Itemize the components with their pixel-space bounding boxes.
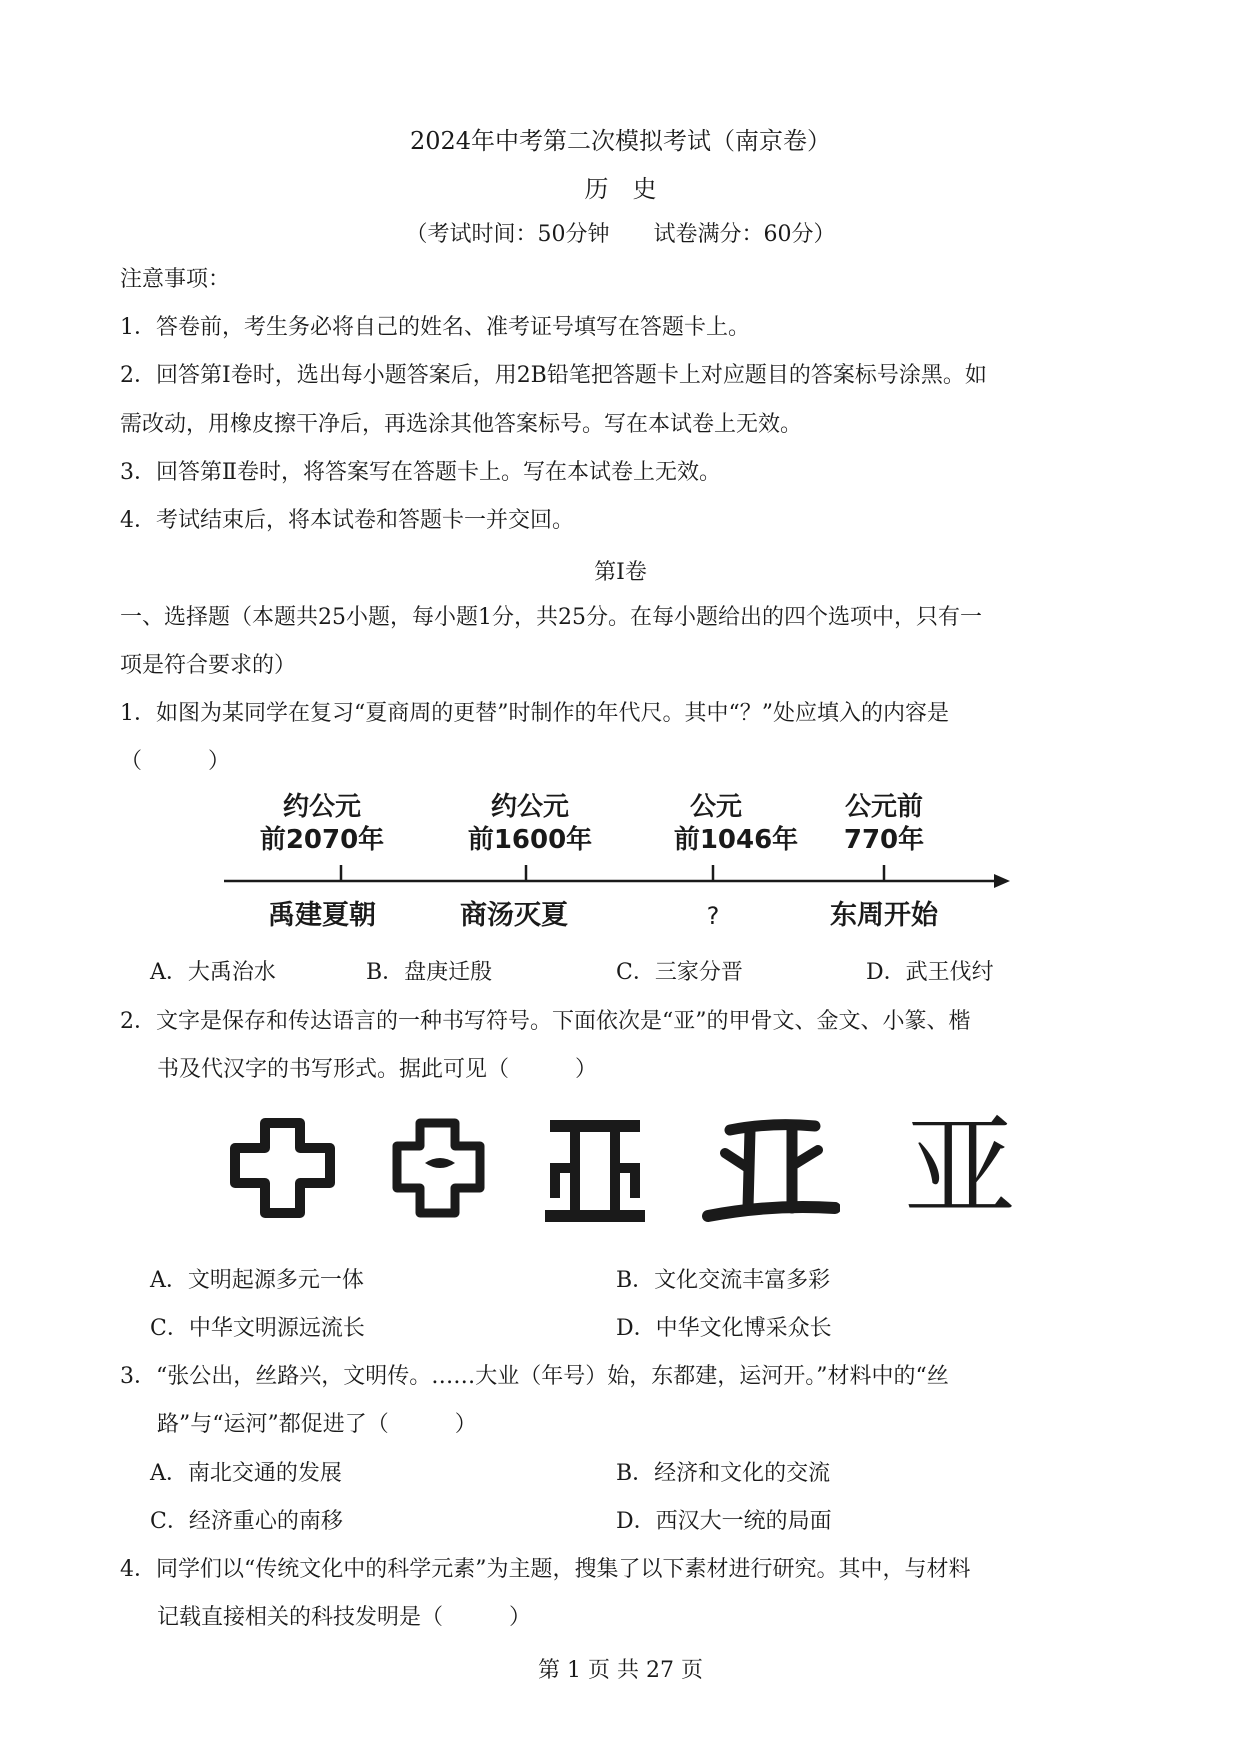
q1-timeline [0,780,1241,950]
timeline-date-4-line-1: 公元前 [844,792,924,822]
note-item-2-line-2: 需改动，用橡皮擦干净后，再选涂其他答案标号。写在本试卷上无效。 [120,412,803,437]
timeline-date-2-line-2: 前1600年 [467,825,593,855]
timeline-date-4-line-2: 770年 [843,825,925,855]
q2-option-b[interactable]: B．文化交流丰富多彩 [616,1268,831,1293]
note-item-4: 4．考试结束后，将本试卷和答题卡一并交回。 [120,508,574,533]
q1-stem-line-2: （ ） [120,749,231,774]
small-seal-glyph [540,1108,650,1228]
oracle-bone-glyph [225,1108,345,1228]
q4-stem-line-1: 4．同学们以“传统文化中的科学元素”为主题，搜集了以下素材进行研究。其中，与材料 [120,1557,971,1582]
page-footer: 第 1 页 共 27 页 [538,1658,703,1683]
note-item-2-line-1: 2．回答第Ⅰ卷时，选出每小题答案后，用2B铅笔把答题卡上对应题目的答案标号涂黑。如 [120,363,987,388]
q2-option-a[interactable]: A．文明起源多元一体 [150,1268,364,1293]
notes-heading: 注意事项： [120,267,231,292]
q2-stem-line-1: 2．文字是保存和传达语言的一种书写符号。下面依次是“亚”的甲骨文、金文、小篆、楷 [120,1009,971,1034]
q2-stem-line-2: 书及代汉字的书写形式。据此可见（ ） [157,1057,598,1082]
q1-option-b[interactable]: B．盘庚迁殷 [366,960,493,985]
timeline-date-1-line-2: 前2070年 [259,825,385,855]
section-heading-line-2: 项是符合要求的） [120,653,297,678]
q3-option-b[interactable]: B．经济和文化的交流 [616,1461,831,1486]
q3-stem-line-2: 路”与“运河”都促进了（ ） [157,1412,477,1437]
timeline-event-4: 东周开始 [830,900,938,931]
note-item-3: 3．回答第Ⅱ卷时，将答案写在答题卡上。写在本试卷上无效。 [120,460,721,485]
simplified-glyph: 亚 [904,1103,1016,1233]
q2-option-c[interactable]: C．中华文明源远流长 [150,1316,365,1341]
q2-option-d[interactable]: D．中华文化博采众长 [616,1316,832,1341]
q3-option-c[interactable]: C．经济重心的南移 [150,1509,343,1534]
timeline-date-1-line-1: 约公元 [282,792,362,822]
q1-option-a[interactable]: A．大禹治水 [150,960,276,985]
section-heading-line-1: 一、选择题（本题共25小题，每小题1分，共25分。在每小题给出的四个选项中，只有一 [120,605,982,630]
q3-option-d[interactable]: D．西汉大一统的局面 [616,1509,832,1534]
exam-title: 2024年中考第二次模拟考试（南京卷） [409,127,832,155]
timeline-event-3: ? [706,902,720,930]
q1-stem-line-1: 1．如图为某同学在复习“夏商周的更替”时制作的年代尺。其中“？”处应填入的内容是 [120,701,949,726]
timeline-arrow [994,874,1010,888]
exam-time-info: （考试时间：50分钟 试卷满分：60分） [405,222,836,247]
q1-option-c[interactable]: C．三家分晋 [616,960,743,985]
timeline-date-3-line-1: 公元 [689,792,743,822]
timeline-event-1: 禹建夏朝 [268,900,376,931]
bronze-script-glyph [385,1108,495,1228]
q1-option-d[interactable]: D．武王伐纣 [866,960,994,985]
q3-option-a[interactable]: A．南北交通的发展 [150,1461,342,1486]
q4-stem-line-2: 记载直接相关的科技发明是（ ） [157,1605,532,1630]
timeline-event-2: 商汤灭夏 [460,900,568,931]
subject-title: 历 史 [584,175,657,203]
note-item-1: 1．答卷前，考生务必将自己的姓名、准考证号填写在答题卡上。 [120,315,750,340]
regular-script-glyph [700,1108,840,1228]
volume-title: 第Ⅰ卷 [594,560,647,585]
q3-stem-line-1: 3．“张公出，丝路兴，文明传。……大业（年号）始，东都建，运河开。”材料中的“丝 [120,1364,949,1389]
timeline-date-3-line-2: 前1046年 [673,825,799,855]
timeline-date-2-line-1: 约公元 [490,792,570,822]
